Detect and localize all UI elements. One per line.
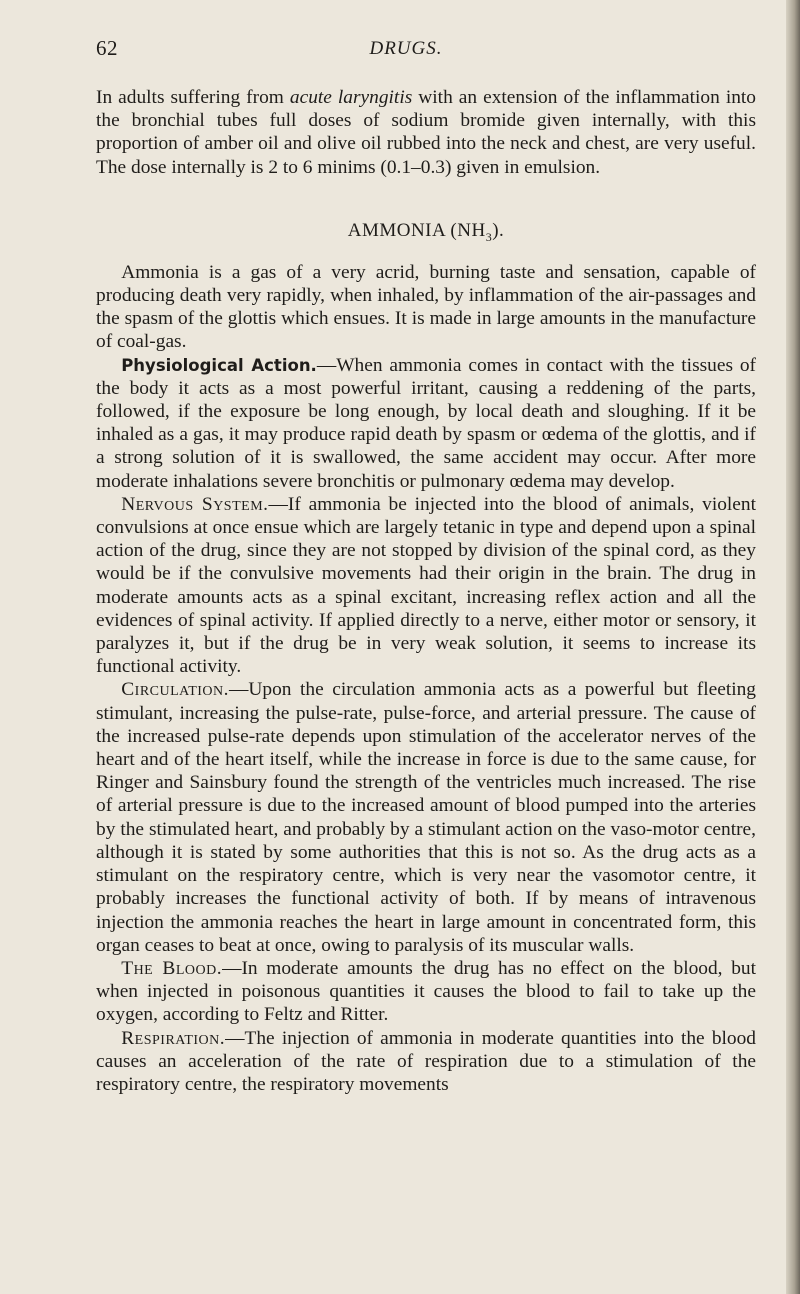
heading-circulation: Circulation. bbox=[121, 679, 229, 701]
heading-physiological-action: Physiological Action. bbox=[121, 355, 317, 375]
heading-the-blood: The Blood. bbox=[121, 957, 223, 979]
intro-text-end: with an extension of the inflammation into the bronchial tubes full doses of sodium bromide given internally, with this proportion of amber oil and olive oil rubbed into the neck and chest, are very useful. The dose internally is 2 to 6 minims (0.1–0.3) given in emulsion. bbox=[96, 87, 756, 178]
page-body bbox=[96, 86, 756, 1096]
intro-italic-term: acute laryngitis bbox=[289, 87, 413, 108]
intro-paragraph bbox=[96, 86, 756, 179]
paragraph-nervous-system bbox=[96, 493, 756, 679]
paragraph-circulation bbox=[96, 678, 756, 956]
text-the-blood: —In moderate amounts the drug has no effect on the blood, but when injected in poisonous quantities it causes the blood to fail to take up the oxygen, according to Feltz and Ritter. bbox=[96, 957, 756, 1026]
page-number: 62 bbox=[96, 36, 118, 60]
text-nervous-system: —If ammonia be injected into the blood of animals, violent convulsions at once ensue which are largely tetanic in type and depend upon a spinal action of the drug, since they are not stopped by division of the spinal cord, as they would be if the convulsive movements had their origin in the brain. The drug in moderate amounts acts as a spinal excitant, increasing reflex action and all the evidences of spinal activity. If applied directly to a nerve, either motor or sensory, it paralyzes it, but if the drug be in very weak solution, it seems to increase its functional activity. bbox=[96, 493, 756, 678]
running-head: DRUGS. bbox=[369, 38, 443, 59]
section-title-subscript: 3 bbox=[485, 229, 493, 244]
section-heading-ammonia bbox=[96, 219, 756, 249]
text-respiration: —The injection of ammonia in moderate quantities into the blood causes an acceleration of the rate of respiration due to a stimulation of the respiratory centre, the respiratory movements bbox=[96, 1027, 756, 1095]
section-title: AMMONIA (NH bbox=[347, 219, 486, 241]
text-physiological-action: —When ammonia comes in contact with the tissues of the body it acts as a most powerful irritant, causing a reddening of the parts, followed, if the exposure be long enough, by local death and sloughing. If it be inhaled as a gas, it may produce rapid death by spasm or œdema of the glottis, and if a strong solution of it is swallowed, the same accident may occur. After more moderate inhalations severe bronchitis or pulmonary œdema may develop. bbox=[96, 354, 756, 492]
heading-nervous-system: Nervous System. bbox=[121, 493, 269, 515]
page-edge-shadow bbox=[786, 0, 800, 1294]
paragraph-respiration bbox=[96, 1027, 756, 1097]
section-title-close: ). bbox=[492, 219, 505, 241]
paragraph-physiological-action bbox=[96, 354, 756, 493]
text-circulation: —Upon the circulation ammonia acts as a powerful but fleeting stimulant, increasing the pulse-rate, pulse-force, and arterial pressure. The cause of the increased pulse-rate depends upon stimulation of the accelerator nerves of the heart and of the heart itself, while the increase in force is due to the same cause, for Ringer and Sainsbury found the strength of the ventricles much increased. The rise of arterial pressure is due to the increased amount of blood pumped into the arteries by the stimulated heart, and probably by a stimulant action on the vaso-motor centre, although it is stated by some authorities that this is not so. As the drug acts as a stimulant on the respiratory centre, which is very near the vasomotor centre, it probably increases the functional activity of both. If by means of intravenous injection the ammonia reaches the heart in large amount in concentrated form, this organ ceases to beat at once, owing to paralysis of its muscular walls. bbox=[96, 679, 756, 956]
heading-respiration: Respiration. bbox=[121, 1027, 226, 1049]
intro-text-start: In adults suffering from bbox=[96, 87, 290, 108]
page-header bbox=[96, 36, 716, 66]
paragraph-general: Ammonia is a gas of a very acrid, burning taste and sensation, capable of producing death very rapidly, when inhaled, by inflammation of the air-passages and the spasm of the glottis which ensues. It is made in large amounts in the manufacture of coal-gas. bbox=[96, 261, 756, 353]
paragraph-the-blood bbox=[96, 957, 756, 1027]
